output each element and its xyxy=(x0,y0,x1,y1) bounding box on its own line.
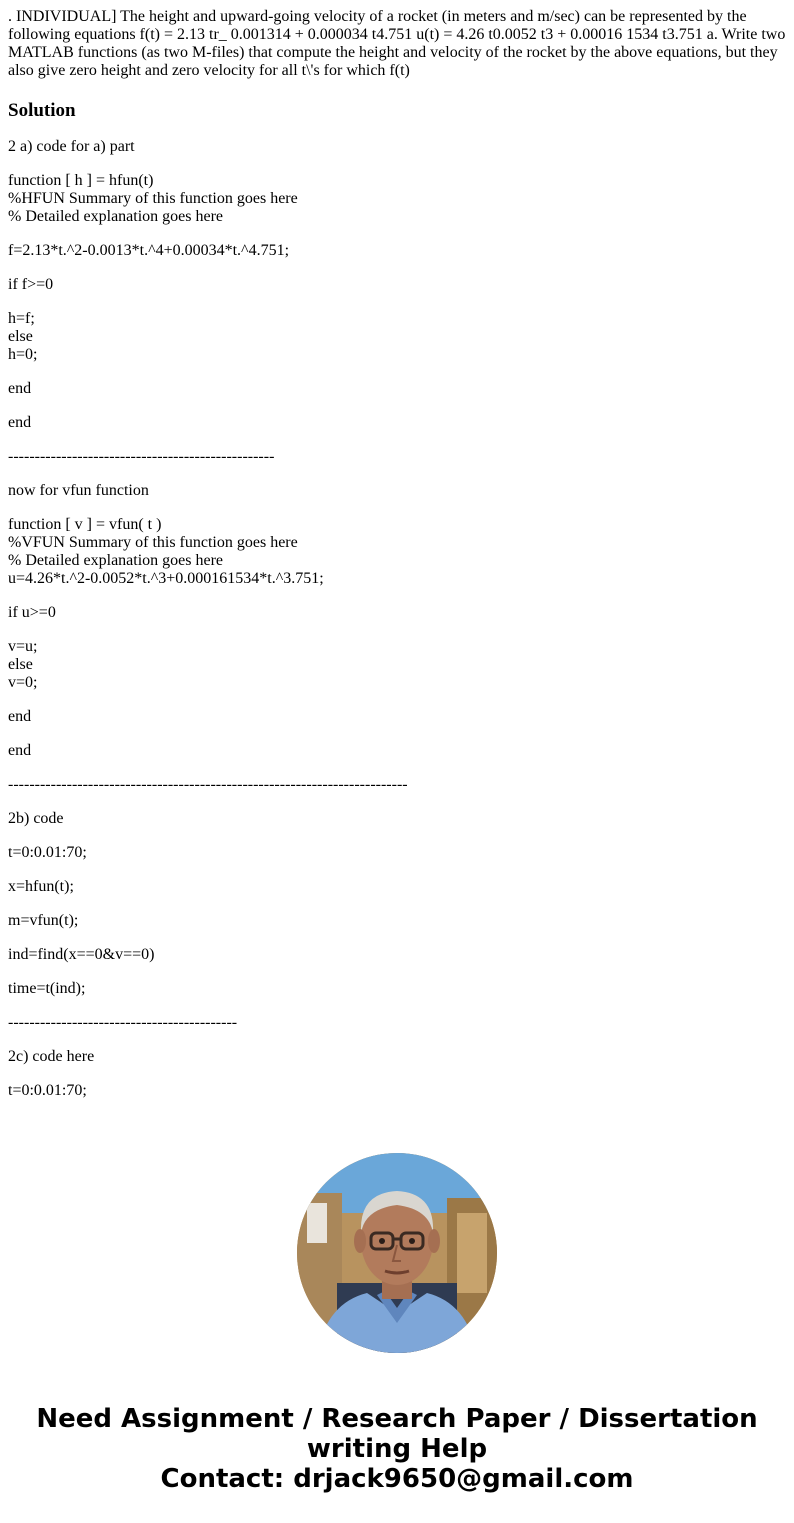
promo-line-1: Need Assignment / Research Paper / Dissertation xyxy=(36,1404,758,1434)
author-avatar xyxy=(297,1153,497,1353)
paragraph-gap xyxy=(8,226,788,242)
paragraph-gap xyxy=(8,998,788,1014)
solution-line: if u>=0 xyxy=(8,604,56,621)
paragraph-gap xyxy=(8,726,788,742)
solution-line: 2c) code here xyxy=(8,1048,95,1065)
solution-line: ind=find(x==0&v==0) xyxy=(8,946,155,963)
paragraph-gap xyxy=(8,862,788,878)
solution-line: h=0; xyxy=(8,346,38,363)
solution-line: u=4.26*t.^2-0.0052*t.^3+0.000161534*t.^3.751; xyxy=(8,570,324,587)
solution-heading: Solution xyxy=(8,100,76,121)
promo-contact: Contact: drjack9650@gmail.com xyxy=(160,1464,634,1494)
paragraph-gap xyxy=(8,930,788,946)
paragraph-gap xyxy=(8,260,788,276)
promo-banner xyxy=(0,1404,794,1494)
solution-line: function [ v ] = vfun( t ) xyxy=(8,516,162,533)
solution-line: x=hfun(t); xyxy=(8,878,74,895)
promo-line-2: writing Help xyxy=(306,1434,488,1464)
solution-line: -------------------------------------------------- xyxy=(8,448,275,465)
paragraph-gap xyxy=(8,364,788,380)
solution-line: 2b) code xyxy=(8,810,64,827)
solution-line: v=0; xyxy=(8,674,38,691)
solution-body xyxy=(8,138,788,1100)
solution-line: 2 a) code for a) part xyxy=(8,138,135,155)
paragraph-gap xyxy=(8,294,788,310)
solution-line: function [ h ] = hfun(t) xyxy=(8,172,154,189)
solution-line: %VFUN Summary of this function goes here xyxy=(8,534,298,551)
solution-line: end xyxy=(8,414,32,431)
solution-line: % Detailed explanation goes here xyxy=(8,208,224,225)
solution-line: time=t(ind); xyxy=(8,980,86,997)
paragraph-gap xyxy=(8,1066,788,1082)
paragraph-gap xyxy=(8,432,788,448)
solution-line: end xyxy=(8,708,32,725)
solution-line: end xyxy=(8,380,32,397)
solution-line: ------------------------------------------- xyxy=(8,1014,238,1031)
solution-line: v=u; xyxy=(8,638,38,655)
paragraph-gap xyxy=(8,398,788,414)
paragraph-gap xyxy=(8,1032,788,1048)
paragraph-gap xyxy=(8,500,788,516)
solution-line: else xyxy=(8,656,33,673)
solution-line: t=0:0.01:70; xyxy=(8,844,87,861)
paragraph-gap xyxy=(8,896,788,912)
paragraph-gap xyxy=(8,622,788,638)
solution-line: now for vfun function xyxy=(8,482,149,499)
paragraph-gap xyxy=(8,794,788,810)
solution-line: else xyxy=(8,328,33,345)
paragraph-gap xyxy=(8,964,788,980)
paragraph-gap xyxy=(8,828,788,844)
paragraph-gap xyxy=(8,692,788,708)
solution-line: h=f; xyxy=(8,310,35,327)
person-portrait-icon xyxy=(297,1153,497,1353)
solution-line: %HFUN Summary of this function goes here xyxy=(8,190,298,207)
paragraph-gap xyxy=(8,588,788,604)
solution-line: t=0:0.01:70; xyxy=(8,1082,87,1099)
solution-line: if f>=0 xyxy=(8,276,54,293)
document-content xyxy=(8,8,788,1100)
paragraph-gap xyxy=(8,156,788,172)
solution-line: % Detailed explanation goes here xyxy=(8,552,224,569)
solution-line: --------------------------------------------------------------------------- xyxy=(8,776,408,793)
solution-line: end xyxy=(8,742,32,759)
paragraph-gap xyxy=(8,466,788,482)
solution-line: f=2.13*t.^2-0.0013*t.^4+0.00034*t.^4.751; xyxy=(8,242,290,259)
paragraph-gap xyxy=(8,760,788,776)
question-text: . INDIVIDUAL] The height and upward-going velocity of a rocket (in meters and m/sec) can be represented by the following equations f(t) = 2.13 tr_ 0.001314 + 0.000034 t4.751 u(t) = 4.26 t0.0052 t3 + 0.00016 1534 t3.751 a. Write two MATLAB functions (as two M-files) that compute the height and velocity of the rocket by the above equations, but they also give zero height and zero velocity for all t\'s for which f(t) xyxy=(8,8,786,79)
solution-line: m=vfun(t); xyxy=(8,912,79,929)
